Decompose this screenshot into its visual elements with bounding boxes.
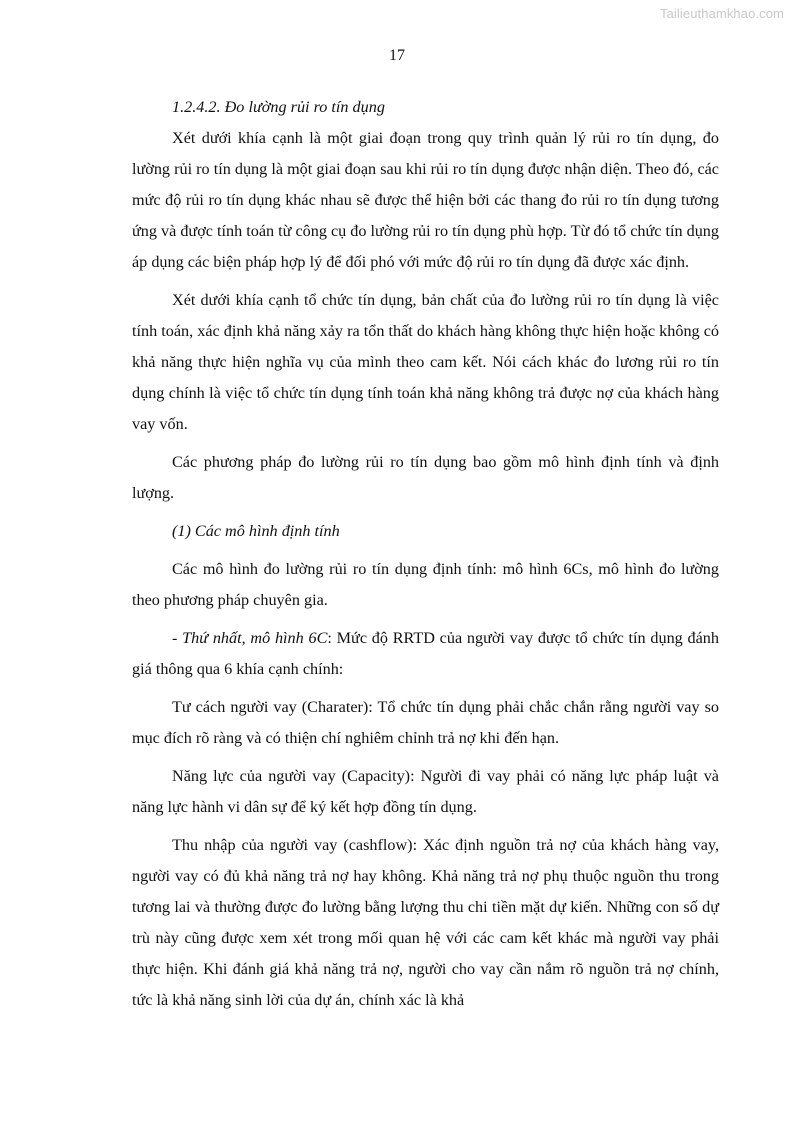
paragraph-2: Xét dưới khía cạnh tổ chức tín dụng, bản chất của đo lường rủi ro tín dụng là việc tính toán, xác định khả năng xảy ra tổn thất do khách hàng không thực hiện hoặc không có khả năng thực hiện nghĩa vụ của mình theo cam kết. Nói cách khác đo lương rủi ro tín dụng chính là việc tổ chức tín dụng tính toán khả năng không trả được nợ của khách hàng vay vốn. — [132, 291, 719, 433]
paragraph-1: Xét dưới khía cạnh là một giai đoạn trong quy trình quản lý rủi ro tín dụng, đo lường rủi ro tín dụng là một giai đoạn sau khi rủi ro tín dụng được nhận diện. Theo đó, các mức độ rủi ro tín dụng khác nhau sẽ được thể hiện bởi các thang đo rủi ro tín dụng tương ứng và được tính toán từ công cụ đo lường rủi ro tín dụng phù hợp. Từ đó tổ chức tín dụng áp dụng các biện pháp hợp lý để đối phó với mức độ rủi ro tín dụng đã được xác định. — [132, 129, 719, 271]
subheading-qualitative-models: (1) Các mô hình định tính — [172, 522, 340, 540]
section-heading: 1.2.4.2. Đo lường rủi ro tín dụng — [172, 98, 385, 116]
paragraph-6: Tư cách người vay (Charater): Tổ chức tín dụng phải chắc chắn rằng người vay so mục đích rõ ràng và có thiện chí nghiêm chỉnh trả nợ khi đến hạn. — [132, 698, 719, 747]
paragraph-5 — [132, 623, 719, 685]
document-body — [132, 92, 719, 1016]
paragraph-3: Các phương pháp đo lường rủi ro tín dụng bao gồm mô hình định tính và định lượng. — [132, 453, 719, 502]
page-number: 17 — [389, 47, 405, 64]
paragraph-8: Thu nhập của người vay (cashflow): Xác định nguồn trả nợ của khách hàng vay, người vay có đủ khả năng trả nợ hay không. Khả năng trả nợ phụ thuộc nguồn thu trong tương lai và thường được đo lường bằng lượng thu chi tiền mặt dự kiến. Những con số dự trù này cũng được xem xét trong mối quan hệ với các cam kết khác mà người vay phải thực hiện. Khi đánh giá khả năng trả nợ, người cho vay cần nắm rõ nguồn trả nợ chính, tức là khả năng sinh lời của dự án, chính xác là khả — [132, 836, 719, 1009]
paragraph-5-lead: - Thứ nhất, mô hình 6C — [172, 629, 328, 647]
paragraph-5-rest: : Mức độ RRTD của người vay được tổ chức tín dụng đánh giá thông qua 6 khía cạnh chính: — [132, 629, 719, 678]
paragraph-7: Năng lực của người vay (Capacity): Người đi vay phải có năng lực pháp luật và năng lực hành vi dân sự để ký kết hợp đồng tín dụng. — [132, 767, 719, 816]
watermark: Tailieuthamkhao.com — [659, 6, 784, 21]
paragraph-4: Các mô hình đo lường rủi ro tín dụng định tính: mô hình 6Cs, mô hình đo lường theo phương pháp chuyên gia. — [132, 560, 719, 609]
